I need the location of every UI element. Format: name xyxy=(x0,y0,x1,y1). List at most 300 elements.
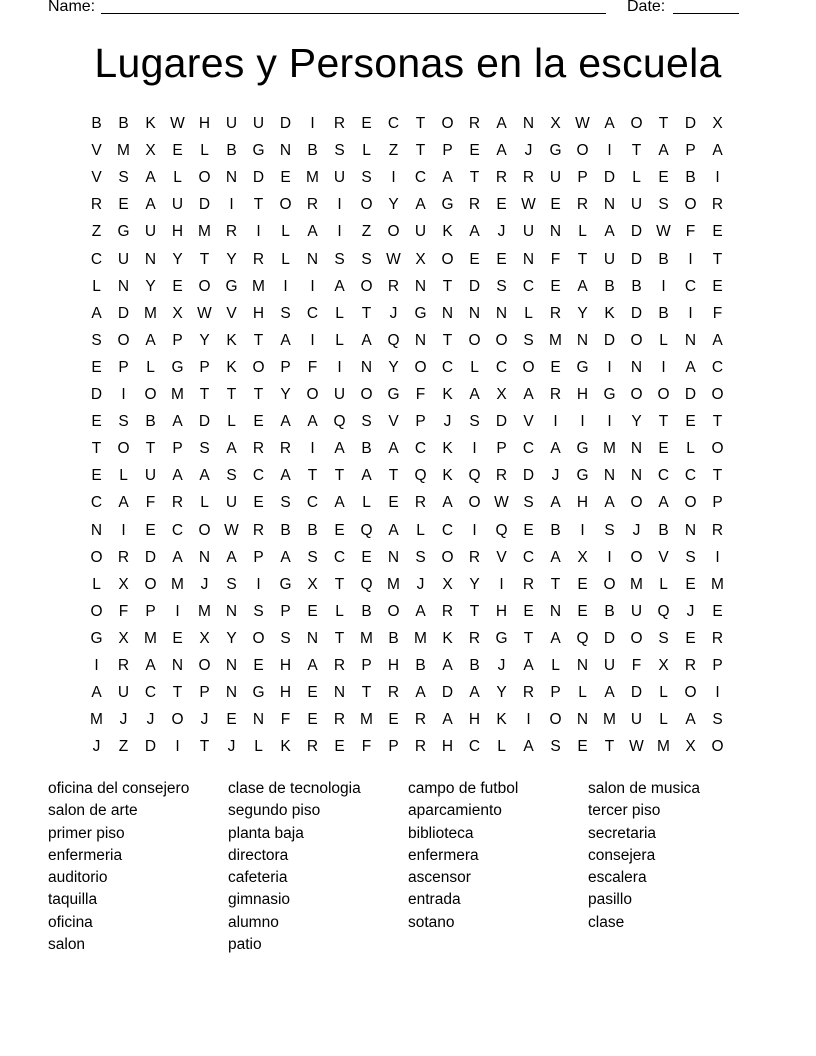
grid-letter: I xyxy=(256,575,261,593)
grid-letter: E xyxy=(361,115,372,132)
grid-letter: C xyxy=(468,738,481,756)
grid-letter: D xyxy=(198,196,211,214)
grid-letter: D xyxy=(144,738,157,756)
grid-letter: S xyxy=(658,629,669,647)
grid-letter: F xyxy=(685,223,696,241)
grid-letter: B xyxy=(280,521,291,539)
grid-letter: O xyxy=(603,575,616,593)
grid-letter: C xyxy=(90,494,103,512)
grid-letter: O xyxy=(198,169,211,187)
grid-letter: N xyxy=(306,250,319,268)
grid-letter: E xyxy=(685,575,696,593)
grid-letter: H xyxy=(279,684,292,702)
word-item: escalera xyxy=(588,869,647,887)
grid-letter: N xyxy=(279,142,292,160)
grid-letter: S xyxy=(361,413,372,431)
grid-letter: C xyxy=(90,250,103,268)
grid-letter: M xyxy=(171,575,184,593)
grid-letter: J xyxy=(416,575,425,593)
grid-letter: R xyxy=(549,386,562,403)
grid-letter: L xyxy=(659,575,668,593)
word-item: salon de arte xyxy=(48,802,138,820)
grid-letter: R xyxy=(171,494,184,512)
grid-letter: D xyxy=(684,386,697,403)
grid-letter: N xyxy=(630,358,643,376)
grid-row xyxy=(83,277,743,304)
grid-letter: N xyxy=(225,684,238,702)
word-item: aparcamiento xyxy=(408,802,502,820)
grid-letter: E xyxy=(118,196,129,214)
grid-letter: A xyxy=(550,440,561,458)
grid-letter: U xyxy=(117,250,130,268)
grid-letter: O xyxy=(684,684,697,702)
grid-letter: Q xyxy=(333,413,346,431)
grid-letter: I xyxy=(472,440,477,458)
grid-row xyxy=(83,683,743,710)
grid-letter: R xyxy=(252,521,265,539)
grid-letter: C xyxy=(522,277,535,295)
grid-letter: N xyxy=(630,467,643,485)
grid-letter: A xyxy=(469,386,480,403)
grid-letter: A xyxy=(334,277,345,295)
grid-letter: P xyxy=(280,358,291,376)
grid-letter: J xyxy=(686,602,695,620)
grid-letter: B xyxy=(388,629,399,647)
grid-letter: E xyxy=(172,142,183,160)
grid-letter: A xyxy=(442,657,453,674)
grid-letter: U xyxy=(333,386,346,403)
grid-letter: Y xyxy=(577,304,588,322)
grid-letter: O xyxy=(441,250,454,268)
grid-letter: S xyxy=(550,738,561,756)
grid-letter: B xyxy=(550,521,561,539)
grid-letter: A xyxy=(172,413,183,431)
grid-letter: R xyxy=(522,684,535,702)
date-blank-line xyxy=(673,0,739,14)
grid-letter: E xyxy=(334,521,345,539)
grid-letter: L xyxy=(497,738,506,756)
grid-letter: Q xyxy=(576,629,589,647)
grid-letter: C xyxy=(306,494,319,512)
grid-letter: W xyxy=(494,494,509,512)
grid-letter: G xyxy=(549,142,562,160)
grid-letter: T xyxy=(199,386,210,403)
grid-letter: A xyxy=(145,169,156,187)
grid-letter: L xyxy=(524,304,533,322)
grid-letter: Y xyxy=(226,250,237,268)
grid-letter: E xyxy=(712,277,723,295)
grid-letter: C xyxy=(387,115,400,132)
grid-letter: E xyxy=(91,358,102,376)
grid-letter: N xyxy=(306,629,319,647)
grid-letter: A xyxy=(334,494,345,512)
grid-letter: D xyxy=(630,250,643,268)
grid-letter: T xyxy=(388,467,399,485)
grid-letter: L xyxy=(281,250,290,268)
grid-letter: B xyxy=(685,169,696,187)
grid-letter: K xyxy=(442,386,453,403)
grid-letter: R xyxy=(306,738,319,756)
grid-letter: K xyxy=(442,629,453,647)
grid-row xyxy=(83,737,743,764)
grid-letter: O xyxy=(279,196,292,214)
grid-letter: N xyxy=(333,684,346,702)
word-item: consejera xyxy=(588,846,656,864)
grid-letter: O xyxy=(495,331,508,349)
word-item: enfermera xyxy=(408,846,479,864)
grid-letter: R xyxy=(495,169,508,187)
word-column xyxy=(48,780,228,958)
grid-letter: E xyxy=(334,738,345,756)
grid-letter: E xyxy=(253,657,264,674)
grid-letter: U xyxy=(225,494,238,512)
grid-letter: A xyxy=(685,711,696,729)
grid-letter: L xyxy=(659,711,668,729)
grid-letter: B xyxy=(307,521,318,539)
grid-letter: S xyxy=(226,467,237,485)
grid-letter: A xyxy=(145,657,156,674)
grid-letter: I xyxy=(607,548,612,566)
date-label: Date: xyxy=(627,0,666,15)
grid-letter: L xyxy=(335,304,344,322)
name-label: Name: xyxy=(48,0,96,15)
grid-letter: E xyxy=(550,196,561,214)
grid-letter: J xyxy=(443,413,452,431)
grid-letter: T xyxy=(334,575,345,593)
grid-letter: G xyxy=(576,358,589,376)
grid-letter: I xyxy=(607,413,612,431)
grid-letter: D xyxy=(630,304,643,322)
grid-row xyxy=(83,195,743,222)
grid-letter: U xyxy=(252,115,265,132)
grid-letter: F xyxy=(280,711,291,729)
grid-letter: L xyxy=(146,358,155,376)
grid-row xyxy=(83,629,743,656)
grid-letter: A xyxy=(145,196,156,214)
grid-letter: B xyxy=(415,657,426,674)
grid-letter: R xyxy=(468,629,481,647)
grid-letter: A xyxy=(550,548,561,566)
grid-letter: O xyxy=(684,196,697,214)
grid-letter: L xyxy=(335,602,344,620)
grid-letter: N xyxy=(630,440,643,458)
grid-letter: I xyxy=(94,657,99,674)
grid-letter: A xyxy=(388,521,399,539)
grid-letter: P xyxy=(280,602,291,620)
grid-letter: H xyxy=(468,711,481,729)
grid-letter: J xyxy=(497,657,506,674)
grid-letter: O xyxy=(198,657,211,674)
word-item: alumno xyxy=(228,913,279,931)
grid-row xyxy=(83,656,743,683)
grid-letter: B xyxy=(658,304,669,322)
grid-letter: O xyxy=(549,711,562,729)
grid-letter: G xyxy=(90,629,103,647)
grid-letter: T xyxy=(469,169,480,187)
grid-letter: N xyxy=(603,196,616,214)
grid-letter: B xyxy=(118,115,129,132)
grid-letter: I xyxy=(472,521,477,539)
grid-letter: K xyxy=(496,711,507,729)
grid-letter: R xyxy=(522,169,535,187)
grid-letter: O xyxy=(360,196,373,214)
grid-letter: D xyxy=(630,684,643,702)
name-blank-line xyxy=(101,0,606,14)
grid-letter: R xyxy=(333,711,346,729)
grid-row xyxy=(83,385,743,412)
grid-letter: O xyxy=(657,386,670,403)
grid-letter: W xyxy=(224,521,239,539)
grid-letter: I xyxy=(121,521,126,539)
grid-letter: R xyxy=(549,304,562,322)
grid-letter: H xyxy=(576,494,589,512)
grid-letter: W xyxy=(521,196,536,214)
grid-letter: H xyxy=(279,657,292,674)
grid-letter: U xyxy=(630,602,643,620)
grid-letter: T xyxy=(415,115,426,132)
grid-row xyxy=(83,493,743,520)
grid-letter: G xyxy=(387,386,400,403)
grid-letter: B xyxy=(631,277,642,295)
grid-letter: P xyxy=(442,142,453,160)
grid-letter: T xyxy=(199,738,210,756)
grid-letter: U xyxy=(603,657,616,674)
grid-letter: N xyxy=(387,548,400,566)
grid-letter: M xyxy=(657,738,670,756)
word-item: directora xyxy=(228,846,289,864)
grid-letter: O xyxy=(117,440,130,458)
header-line xyxy=(48,0,748,20)
grid-letter: A xyxy=(280,467,291,485)
grid-letter: P xyxy=(550,684,561,702)
grid-letter: A xyxy=(577,277,588,295)
grid-letter: J xyxy=(92,738,101,756)
grid-letter: E xyxy=(280,169,291,187)
grid-letter: V xyxy=(91,142,102,160)
grid-letter: C xyxy=(711,358,724,376)
grid-row xyxy=(83,114,743,141)
grid-letter: R xyxy=(333,115,346,132)
grid-letter: X xyxy=(442,575,453,593)
grid-row xyxy=(83,304,743,331)
grid-letter: P xyxy=(496,440,507,458)
grid-letter: T xyxy=(253,386,264,403)
grid-letter: D xyxy=(117,304,130,322)
grid-letter: A xyxy=(172,548,183,566)
grid-row xyxy=(83,250,743,277)
grid-letter: U xyxy=(117,684,130,702)
grid-row xyxy=(83,466,743,493)
grid-letter: R xyxy=(522,575,535,593)
grid-letter: C xyxy=(414,440,427,458)
grid-letter: T xyxy=(307,467,318,485)
grid-letter: X xyxy=(685,738,696,756)
grid-letter: S xyxy=(415,548,426,566)
grid-letter: A xyxy=(118,494,129,512)
grid-letter: P xyxy=(172,440,183,458)
grid-letter: N xyxy=(414,277,427,295)
grid-letter: N xyxy=(360,358,373,376)
grid-letter: P xyxy=(145,602,156,620)
grid-letter: R xyxy=(333,657,346,674)
word-item: planta baja xyxy=(228,824,304,842)
grid-letter: K xyxy=(280,738,291,756)
grid-row xyxy=(83,141,743,168)
grid-letter: E xyxy=(307,684,318,702)
grid-letter: O xyxy=(360,277,373,295)
grid-letter: L xyxy=(335,331,344,349)
grid-letter: R xyxy=(468,115,481,132)
grid-letter: R xyxy=(117,548,130,566)
grid-letter: H xyxy=(198,115,211,132)
grid-letter: I xyxy=(175,602,180,620)
grid-letter: C xyxy=(333,548,346,566)
grid-letter: O xyxy=(441,115,454,132)
grid-letter: I xyxy=(256,223,261,241)
grid-letter: D xyxy=(198,413,211,431)
grid-letter: M xyxy=(549,331,562,349)
grid-letter: N xyxy=(198,548,211,566)
grid-letter: T xyxy=(712,413,723,431)
grid-letter: G xyxy=(117,223,130,241)
grid-letter: G xyxy=(279,575,292,593)
grid-letter: T xyxy=(712,250,723,268)
grid-row xyxy=(83,412,743,439)
grid-letter: Y xyxy=(469,575,480,593)
grid-letter: M xyxy=(306,169,319,187)
word-item: campo de futbol xyxy=(408,780,519,797)
grid-letter: I xyxy=(229,196,234,214)
grid-letter: D xyxy=(144,548,157,566)
grid-letter: P xyxy=(118,358,129,376)
word-item: segundo piso xyxy=(228,802,321,820)
grid-letter: I xyxy=(337,358,342,376)
grid-letter: M xyxy=(630,575,643,593)
grid-letter: I xyxy=(526,711,531,729)
grid-letter: J xyxy=(146,711,155,729)
grid-letter: L xyxy=(173,169,182,187)
grid-letter: M xyxy=(360,629,373,647)
grid-letter: N xyxy=(144,250,157,268)
word-item: gimnasio xyxy=(228,891,291,909)
grid-letter: R xyxy=(117,657,130,674)
grid-letter: R xyxy=(387,684,400,702)
grid-letter: S xyxy=(91,331,102,349)
grid-letter: E xyxy=(577,575,588,593)
grid-letter: G xyxy=(441,196,454,214)
grid-letter: A xyxy=(550,494,561,512)
word-item: secretaria xyxy=(588,824,657,842)
grid-row xyxy=(83,602,743,629)
grid-letter: I xyxy=(175,738,180,756)
grid-letter: R xyxy=(306,196,319,214)
grid-letter: X xyxy=(712,115,723,132)
grid-letter: Q xyxy=(657,602,670,620)
grid-letter: T xyxy=(253,196,264,214)
grid-letter: R xyxy=(414,738,427,756)
grid-letter: A xyxy=(442,494,453,512)
grid-letter: A xyxy=(523,386,534,403)
grid-letter: B xyxy=(91,115,102,132)
word-item: clase xyxy=(588,913,625,931)
grid-letter: C xyxy=(657,467,670,485)
grid-letter: P xyxy=(685,142,696,160)
grid-letter: J xyxy=(200,711,209,729)
grid-letter: O xyxy=(252,629,265,647)
word-item: pasillo xyxy=(588,891,632,909)
grid-letter: L xyxy=(632,169,641,187)
grid-letter: D xyxy=(684,115,697,132)
grid-letter: W xyxy=(170,115,185,132)
grid-letter: C xyxy=(441,358,454,376)
grid-letter: S xyxy=(307,548,318,566)
grid-letter: M xyxy=(198,602,211,620)
grid-letter: A xyxy=(388,440,399,458)
page-title: Lugares y Personas en la escuela xyxy=(94,40,722,86)
grid-letter: G xyxy=(414,304,427,322)
grid-letter: L xyxy=(659,331,668,349)
grid-letter: G xyxy=(252,142,265,160)
grid-letter: O xyxy=(306,386,319,403)
grid-letter: T xyxy=(631,142,642,160)
grid-letter: N xyxy=(171,657,184,674)
grid-letter: T xyxy=(442,331,453,349)
grid-letter: N xyxy=(90,521,103,539)
grid-letter: A xyxy=(280,548,291,566)
grid-letter: O xyxy=(630,115,643,132)
grid-letter: B xyxy=(658,250,669,268)
grid-row xyxy=(83,358,743,385)
grid-letter: I xyxy=(580,521,585,539)
grid-letter: I xyxy=(283,277,288,295)
grid-letter: L xyxy=(200,494,209,512)
grid-letter: Z xyxy=(388,142,399,160)
grid-letter: N xyxy=(684,521,697,539)
grid-letter: N xyxy=(468,304,481,322)
grid-letter: T xyxy=(415,142,426,160)
grid-letter: O xyxy=(522,358,535,376)
grid-letter: T xyxy=(334,629,345,647)
grid-letter: B xyxy=(361,440,372,458)
grid-letter: E xyxy=(523,521,534,539)
grid-letter: L xyxy=(254,738,263,756)
grid-letter: D xyxy=(90,386,103,403)
grid-letter: I xyxy=(607,358,612,376)
grid-letter: T xyxy=(199,250,210,268)
grid-letter: U xyxy=(225,115,238,132)
grid-letter: E xyxy=(361,548,372,566)
grid-letter: A xyxy=(172,467,183,485)
grid-letter: I xyxy=(715,548,720,566)
grid-letter: N xyxy=(576,711,589,729)
grid-letter: I xyxy=(715,169,720,187)
grid-letter: S xyxy=(334,142,345,160)
grid-letter: E xyxy=(307,711,318,729)
grid-letter: E xyxy=(577,602,588,620)
grid-letter: T xyxy=(658,115,669,132)
grid-letter: G xyxy=(225,277,238,295)
grid-row xyxy=(83,222,743,249)
word-item: oficina del consejero xyxy=(48,780,190,797)
grid-letter: F xyxy=(118,602,129,620)
grid-letter: Q xyxy=(360,575,373,593)
grid-letter: Z xyxy=(118,738,129,756)
grid-letter: J xyxy=(632,521,641,539)
grid-letter: A xyxy=(604,115,615,132)
grid-row xyxy=(83,331,743,358)
grid-letter: L xyxy=(578,684,587,702)
grid-letter: B xyxy=(226,142,237,160)
